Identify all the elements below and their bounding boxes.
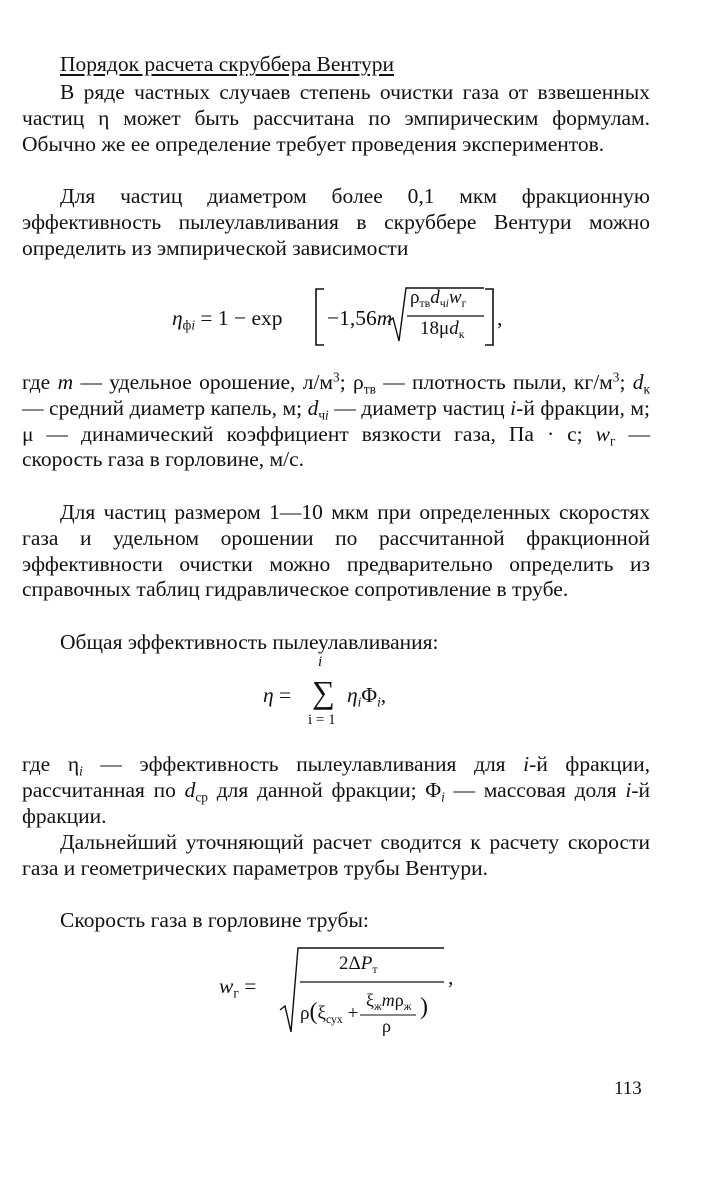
formula2-comma: ,: [380, 683, 387, 707]
formula3-lhs-sub: г: [233, 985, 239, 1001]
paragraph-fractional-efficiency: Для частиц диаметром более 0,1 мкм фракционную эффективность пылеулавливания в скруббере Вентури можно определить из эмпирической зависимости: [22, 184, 650, 260]
formula2-eta: η: [347, 683, 358, 707]
formula2-lhs: η: [263, 683, 274, 707]
formula3-eq: =: [238, 974, 257, 998]
formula3-denominator-left: $\rho(\xi_{сух}$ +: [300, 999, 359, 1027]
formula1-den-mu: μ: [439, 318, 450, 339]
formula1-lhs-sub: ф: [182, 317, 192, 333]
paragraph-intro: В ряде частных случаев степень очистки газа от взвешенных частиц η может быть рассчитана по эмпирическим формулам. Обычно же ее определение требует проведения экспериментов.: [22, 80, 650, 156]
formula3-inner-denominator: ρ: [382, 1016, 391, 1036]
formula3-close-paren: ): [420, 994, 428, 1020]
formula1-num-rho: ρ: [410, 287, 420, 308]
formula1-num-d-sub: ч: [439, 297, 446, 311]
formula3-inner-m: m: [381, 990, 395, 1010]
paragraph-further-calculation: Дальнейший уточняющий расчет сводится к расчету скорости газа и геометрических параметров трубы Вентури.: [22, 830, 650, 880]
formula2-phi: Φ: [361, 683, 378, 707]
paragraph-throat-velocity: Скорость газа в горловине трубы:: [60, 908, 369, 932]
formula3-inner-numerator: [366, 990, 411, 1011]
formula1-comma: ,: [497, 306, 503, 330]
formula1-eq: = 1 − exp: [195, 306, 283, 330]
paragraph-sum-definitions: где $\eta_i$ — эффективность пылеулавливания для i-й фракции, рассчитанная по $d_{ср}$ для данной фракции; $\Phi_i$ — массовая доля i-й фракции.: [22, 752, 650, 828]
formula1-lhs-sub-i: i: [191, 317, 196, 333]
formula3-den-rho: ρ: [300, 1003, 310, 1024]
formula1-den-d-sub: к: [458, 328, 465, 342]
formula3-comma: ,: [448, 965, 454, 989]
formula1-den-18: 18: [420, 318, 439, 339]
formula3-plus: +: [342, 1003, 359, 1024]
formula3-num-p: P: [360, 953, 373, 974]
paragraph-particles-1-10: Для частиц размером 1—10 мкм при определенных скоростях газа и удельном орошении по рассчитанной фракционной эффективности очистки можно предварительно определить из справочных таблиц гидравлическое сопротивление в трубе.: [22, 500, 650, 602]
formula3-den-xi: ξ: [317, 1003, 326, 1024]
formula3-lhs: w: [219, 974, 234, 998]
formula1-num-w-sub: г: [461, 297, 467, 311]
formula2-eq: =: [273, 683, 292, 707]
formula1-num-d: d: [430, 287, 440, 308]
formula2-eta-sub: i: [357, 694, 362, 710]
formula3-inner-rho: ρ: [394, 990, 404, 1010]
formula1-den-d: d: [449, 318, 459, 339]
formula3-num-p-sub: т: [372, 963, 378, 977]
formula2-sum-top: i: [318, 654, 323, 670]
formula1-m: m: [376, 306, 393, 330]
formula2-sum-bottom: i = 1: [308, 712, 336, 728]
section-title: Порядок расчета скруббера Вентури: [60, 52, 394, 76]
formula3-inner-rho-sub: ж: [403, 1000, 412, 1013]
paragraph-overall-efficiency: Общая эффективность пылеулавливания:: [60, 630, 439, 654]
formula2-sum-sign: ∑: [312, 674, 335, 710]
page-number: 113: [614, 1078, 642, 1099]
formula3-num-delta: 2Δ: [339, 953, 361, 974]
formula3-inner-xi-sub: ж: [374, 1000, 382, 1013]
formula1-num-rho-sub: тв: [419, 297, 431, 311]
formula1-num-d-sub-i: i: [445, 297, 449, 311]
formula1-num-w: w: [448, 287, 462, 308]
formula3-inner-xi: ξ: [366, 990, 375, 1010]
formula3-den-xi-sub: сух: [325, 1013, 343, 1027]
formula2-phi-sub: i: [377, 694, 381, 710]
formula1-coef: −1,56: [327, 306, 377, 330]
paragraph-variable-definitions: где m — удельное орошение, $л/м^3$; $\rho_{тв}$ — плотность пыли, $кг/м^3$; $d_к$ — средний диаметр капель, м; $d_{чi}$ — диаметр частиц i-й фракции, м; μ — динамический коэффициент вязкости газа, Па · с; $w_г$ — скорость газа в горловине, м/с.: [22, 369, 651, 472]
formula3-numerator: [339, 953, 377, 975]
formula1-lhs: η: [172, 306, 183, 330]
